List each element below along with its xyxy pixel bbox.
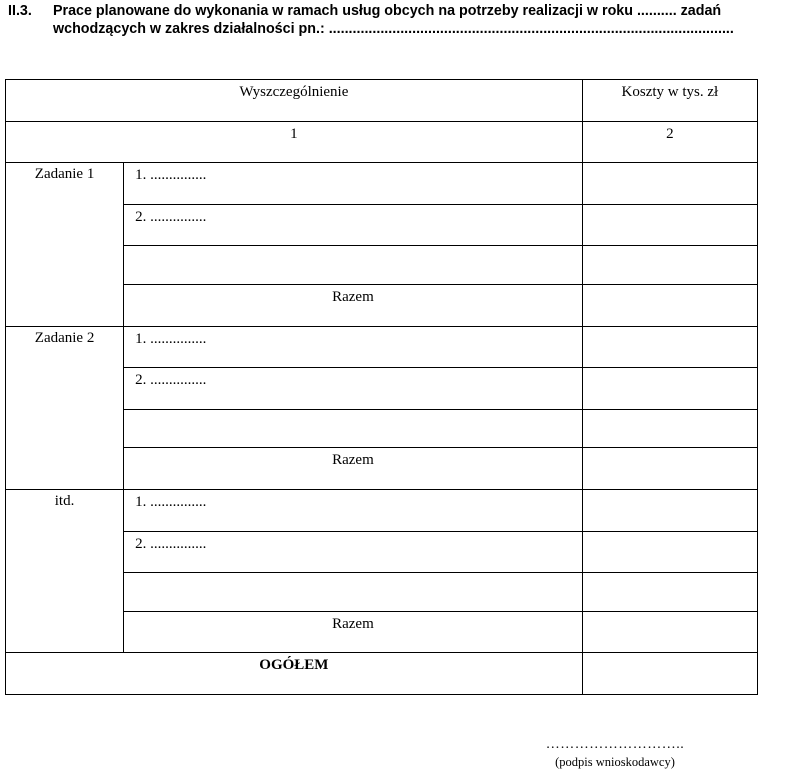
item-cell[interactable] [124,573,583,612]
item-cell[interactable] [124,246,583,285]
costs-table [5,79,758,695]
cost-cell[interactable] [582,489,757,531]
subtotal-cost-cell[interactable] [582,611,757,653]
subtotal-cost-cell[interactable] [582,448,757,490]
task-label: Zadanie 1 [6,163,124,326]
column-number-row [6,121,758,163]
heading-text-1: Prace planowane do wykonania w ramach usług obcych na potrzeby realizacji w roku .......... zadań [53,3,722,19]
col2-header: Koszty w tys. zł [582,80,757,122]
item-cell[interactable]: 2. ............... [124,531,583,573]
item-cell[interactable]: 1. ............... [124,326,583,368]
cost-cell[interactable] [582,204,757,246]
item-cell[interactable]: 2. ............... [124,204,583,246]
signature-caption: (podpis wnioskodawcy) [555,755,675,769]
subtotal-label: Razem [124,611,583,653]
cost-cell[interactable] [582,531,757,573]
col1-header: Wyszczególnienie [6,80,583,122]
subtotal-label: Razem [124,448,583,490]
item-cell[interactable]: 2. ............... [124,368,583,410]
total-row [6,653,758,695]
col1-number: 1 [6,121,583,163]
section-heading [8,2,812,38]
section-number: II.3. [8,3,32,19]
signature-line[interactable]: ……………………….. [545,737,685,752]
cost-cell[interactable] [582,368,757,410]
subtotal-cost-cell[interactable] [582,284,757,326]
signature-block [530,738,700,769]
task-label: Zadanie 2 [6,326,124,489]
table-row [6,326,758,368]
task-label: itd. [6,489,124,652]
cost-cell[interactable] [582,573,757,612]
item-cell[interactable]: 1. ............... [124,163,583,205]
item-cell[interactable]: 1. ............... [124,489,583,531]
col2-number: 2 [582,121,757,163]
subtotal-label: Razem [124,284,583,326]
total-cost-cell[interactable] [582,653,757,695]
item-cell[interactable] [124,409,583,448]
cost-cell[interactable] [582,326,757,368]
table-row [6,163,758,205]
total-label: OGÓŁEM [6,653,583,695]
heading-line-2: wchodzących w zakres działalności pn.: ...................................................................................................... [53,21,734,37]
cost-cell[interactable] [582,246,757,285]
cost-cell[interactable] [582,409,757,448]
cost-cell[interactable] [582,163,757,205]
table-row [6,489,758,531]
heading-line-1 [8,2,812,20]
header-row [6,80,758,122]
